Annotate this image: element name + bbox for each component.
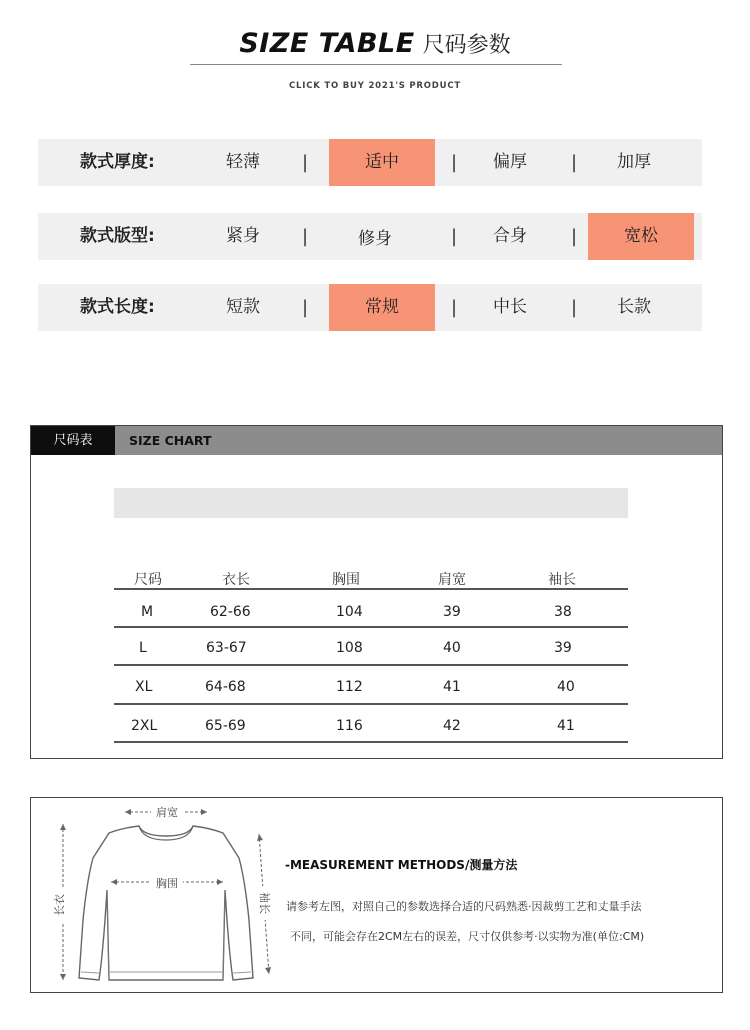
table-cell: 41 [557, 718, 575, 734]
table-cell: 40 [557, 679, 575, 695]
attr-option: 中长 [493, 297, 527, 317]
attr-option: 紧身 [226, 226, 260, 246]
attr-row-fit [38, 213, 702, 260]
attr-separator: | [571, 152, 578, 173]
table-cell: 64-68 [205, 679, 246, 695]
table-rule [114, 664, 628, 666]
measurement-text-line1: 请参考左图，对照自己的参数选择合适的尺码熟悉·因裁剪工艺和丈量手法 [286, 900, 642, 913]
column-header: 尺码 [134, 572, 162, 588]
shoulder-label: 肩宽 [156, 806, 178, 819]
attr-separator: | [302, 297, 309, 318]
table-cell: 42 [443, 718, 461, 734]
table-cell: 112 [336, 679, 363, 695]
attr-row-length [38, 284, 702, 331]
attr-separator: | [451, 152, 458, 173]
table-cell: 38 [554, 604, 572, 620]
attr-option: 长款 [617, 297, 651, 317]
page-title [0, 28, 750, 59]
attr-option: 短款 [226, 297, 260, 317]
size-chart-panel [30, 425, 723, 759]
attr-row-thickness [38, 139, 702, 186]
attr-separator: | [451, 226, 458, 247]
table-rule [114, 588, 628, 590]
table-cell: L [139, 640, 147, 656]
title-underline [190, 64, 562, 65]
title-en: SIZE TABLE [239, 28, 415, 59]
table-rule [114, 741, 628, 743]
attr-option: 合身 [493, 226, 527, 246]
attr-option: 偏厚 [493, 152, 527, 172]
attr-label: 款式版型: [80, 226, 155, 246]
measurement-text-line2: 不同，可能会存在2CM左右的误差，尺寸仅供参考·以实物为准(单位:CM) [290, 930, 645, 943]
table-cell: 39 [554, 640, 572, 656]
shirt-diagram [47, 800, 277, 992]
table-cell: 116 [336, 718, 363, 734]
sleeve-label: 袖长 [258, 892, 271, 914]
attr-separator: | [571, 226, 578, 247]
attr-label: 款式厚度: [80, 152, 155, 172]
column-header: 胸围 [332, 572, 360, 588]
table-rule [114, 626, 628, 628]
table-cell: 108 [336, 640, 363, 656]
attr-option-selected: 适中 [329, 139, 435, 186]
attr-option-selected: 宽松 [588, 213, 694, 260]
size-chart-tab: 尺码表 [31, 426, 115, 455]
column-header: 衣长 [222, 572, 250, 588]
attr-separator: | [302, 226, 309, 247]
measurement-panel [30, 797, 723, 993]
attr-separator: | [571, 297, 578, 318]
attr-label: 款式长度: [80, 297, 155, 317]
table-cell: 41 [443, 679, 461, 695]
table-cell: 63-67 [206, 640, 247, 656]
subtitle: CLICK TO BUY 2021'S PRODUCT [288, 81, 461, 91]
column-header: 肩宽 [438, 572, 466, 588]
attr-option: 加厚 [617, 152, 651, 172]
attr-option: 修身 [358, 229, 392, 249]
table-cell: 2XL [131, 718, 158, 734]
table-cell: 104 [336, 604, 363, 620]
attr-separator: | [302, 152, 309, 173]
table-cell: XL [135, 679, 153, 695]
size-chart-heading: SIZE CHART [129, 433, 212, 448]
column-header: 袖长 [548, 572, 576, 588]
length-label: 长衣 [53, 894, 66, 916]
table-cell: 39 [443, 604, 461, 620]
attr-separator: | [451, 297, 458, 318]
measurement-title: -MEASUREMENT METHODS/测量方法 [285, 858, 518, 872]
title-zh: 尺码参数 [422, 33, 511, 58]
attr-option: 轻薄 [226, 152, 260, 172]
table-cell: M [141, 604, 154, 620]
table-cell: 65-69 [205, 718, 246, 734]
table-rule [114, 703, 628, 705]
chest-label: 胸围 [156, 877, 178, 890]
table-cell: 62-66 [210, 604, 251, 620]
decorative-band [114, 488, 628, 518]
table-cell: 40 [443, 640, 461, 656]
attr-option-selected: 常规 [329, 284, 435, 331]
